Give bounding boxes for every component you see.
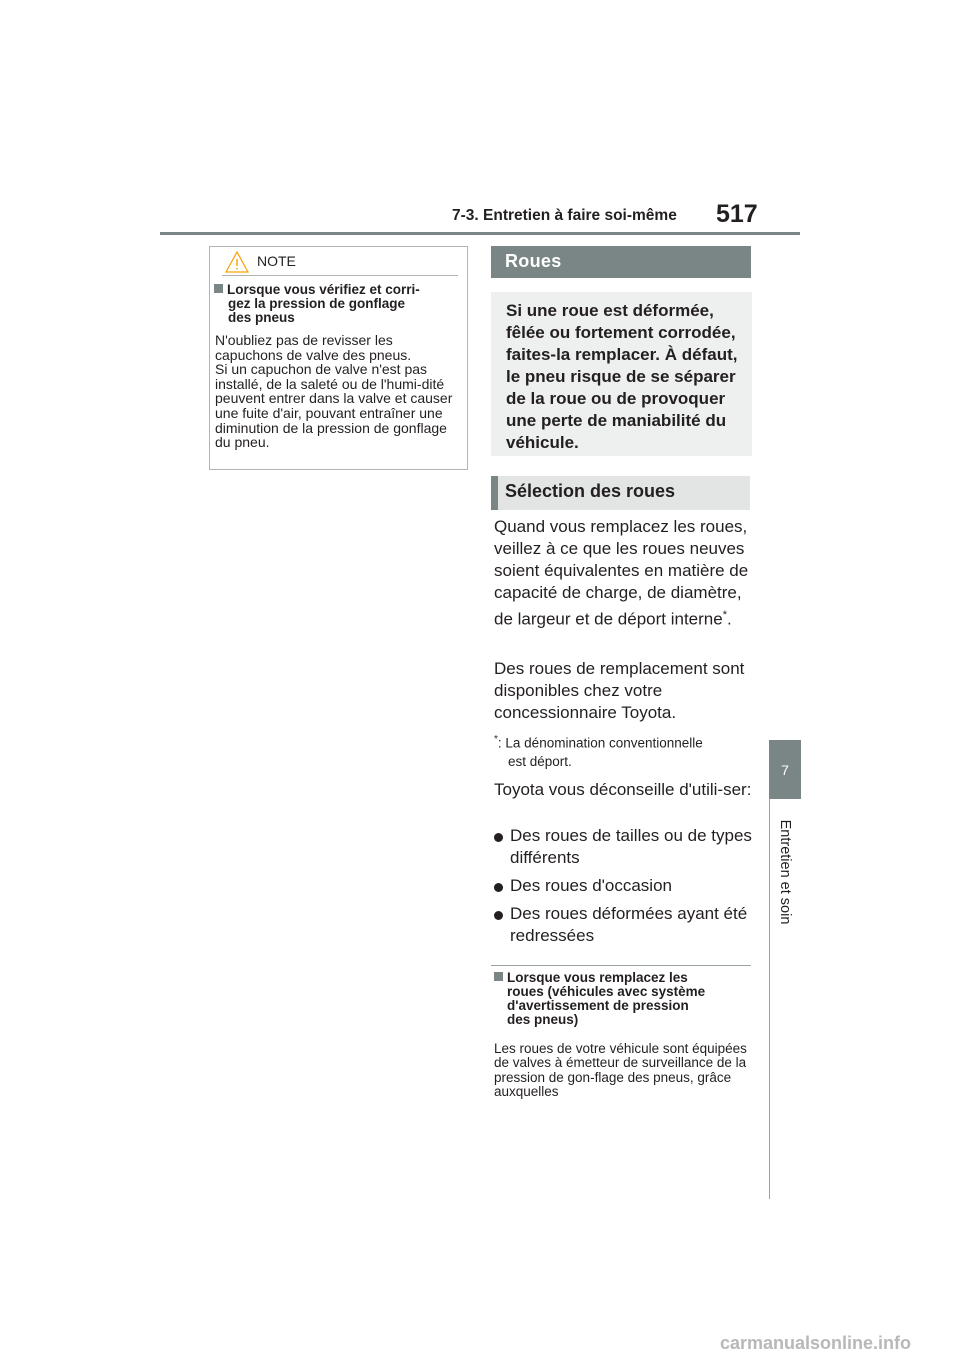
chapter-number: 7 <box>781 761 789 778</box>
chapter-label: Entretien et soin <box>777 819 793 925</box>
list-item: Des roues déformées ayant été redressées <box>494 903 754 947</box>
square-bullet-icon <box>214 284 223 293</box>
list-item: Des roues de tailles ou de types différents <box>494 825 754 869</box>
square-bullet-icon <box>494 972 503 981</box>
subsection-body: Les roues de votre véhicule sont équipées de valves à émetteur de surveillance de la pression de gon-flage des pneus, grâce auxquelles <box>494 1041 747 1099</box>
footnote-ref: * <box>722 609 727 621</box>
bullet-dot-icon <box>494 883 503 892</box>
selection-heading: Sélection des roues <box>505 481 676 501</box>
roues-heading: Roues <box>491 246 751 278</box>
chapter-tab[interactable] <box>769 740 801 799</box>
roues-callout: Si une roue est déformée, fêlée ou fortement corrodée, faites-la remplacer. À défaut, le pneu risque de se séparer de la roue ou de provoquer une perte de maniabilité du véhicule. <box>491 292 752 456</box>
chapter-tab-line <box>769 799 770 1199</box>
warning-triangle-icon <box>225 250 249 274</box>
page-number: 517 <box>716 200 758 228</box>
subsection-rule <box>491 965 751 966</box>
note-body-p2: Si un capuchon de valve n'est pas installé, de la saleté ou de l'humi-dité peuvent entrer dans la valve et causer une fuite d'air, pouvant entraîner une diminution de la pression de gonflage du pneu. <box>215 361 453 451</box>
section-title: 7-3. Entretien à faire soi-même <box>452 207 677 224</box>
note-subheading: Lorsque vous vérifiez et corri- gez la pression de gonflage des pneus <box>214 283 462 325</box>
note-label: NOTE <box>257 253 296 269</box>
note-divider <box>222 275 458 276</box>
subsection-heading: Lorsque vous remplacez les roues (véhicules avec système d'avertissement de pression des pneus) <box>494 971 752 1027</box>
bullet-dot-icon <box>494 911 503 920</box>
selection-heading-bar <box>491 476 498 510</box>
selection-para-3: Toyota vous déconseille d'utili-ser: <box>494 780 752 799</box>
list-item: Des roues d'occasion <box>494 875 754 897</box>
selection-para-1: Quand vous remplacez les roues, veillez à ce que les roues neuves soient équivalentes en matière de capacité de charge, de diamètre, de largeur et de déport interne*. <box>494 517 749 629</box>
note-header <box>222 248 452 276</box>
watermark: carmanualsonline.info <box>720 1333 912 1353</box>
note-body <box>215 333 463 450</box>
footnote: *: La dénomination conventionnelle est déport. <box>494 734 703 769</box>
bullet-dot-icon <box>494 833 503 842</box>
header-rule <box>160 232 800 235</box>
note-body-p1: N'oubliez pas de revisser les capuchons de valve des pneus. <box>215 332 412 363</box>
selection-para-2: Des roues de remplacement sont disponibles chez votre concessionnaire Toyota. <box>494 659 745 722</box>
